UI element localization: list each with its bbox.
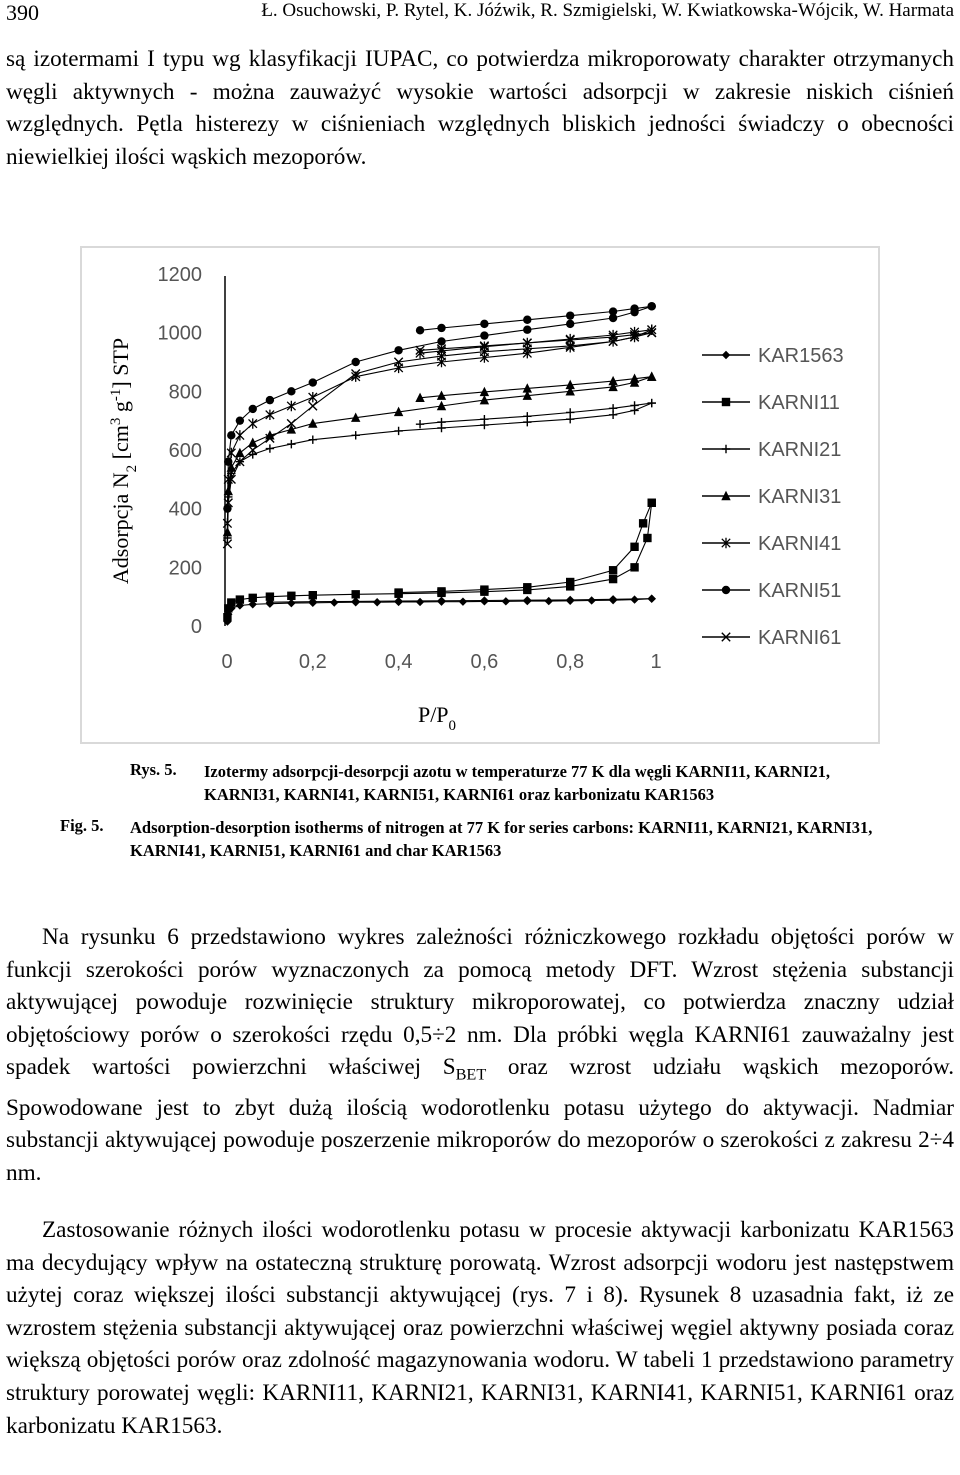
series-karni31 [223,371,657,536]
y-tick-label: 600 [168,440,202,462]
data-point [352,358,360,366]
adsorption-line [227,377,651,532]
paragraph-conclusion: Zastosowanie różnych ilości wodorotlenku potasu w procesie aktywacji karbonizatu KAR1563 ma decydujący wpływ na ostateczną strukturę porowatą. Wzrost adsorpcji wodoru jest następstwem użytej coraz większej ilości substancji aktywującej (rys. 7 i 8). Rysunek 8 uzasadnia fakt, iż ze wzrostem stężenia substancji aktywującej oraz powierzchni właściwej węgiel aktywny posiada coraz większą objętości porów oraz zdolność magazynowania wodoru. W tabeli 1 przedstawiono parametry struktury porowatej węgli: KARNI11, KARNI21, KARNI31, KARNI41, KARNI51, KARNI61 oraz karbonizatu KAR1563. [6,1217,954,1439]
series-karni61 [223,328,656,548]
series-layer [223,302,657,626]
data-point [639,519,647,527]
data-point [609,566,617,574]
running-header [6,0,954,30]
data-point [330,598,338,606]
x-tick-label: 0 [221,651,233,673]
data-point [227,431,235,439]
data-point [545,597,553,605]
legend-marker [722,586,730,594]
data-point [630,595,638,603]
x-tick-label: 0,8 [556,651,585,673]
data-point [394,427,402,435]
paragraph-intro: są izotermami I typu wg klasyfikacji IUPAC, co potwierdza mikroporowaty charakter otrzymanych węgli aktywnych - można zauważyć wysokie wartości adsorpcji w zakresie niskich ciśnień względnych. Pętla histerezy w ciśnieniach względnych bliskich jedności świadczy o obecności niewielkiej ilości wąskich mezoporów. [6,46,954,170]
legend-marker [722,445,730,453]
data-point [266,410,274,420]
data-point [249,418,257,428]
x-axis-title: $P/P_0$ [417,702,457,734]
data-point [249,405,257,413]
data-point [416,598,424,606]
data-point [566,311,574,319]
y-tick-label: 0 [190,616,202,638]
data-point [394,346,402,354]
data-point [609,575,617,583]
data-point [394,588,402,596]
data-point [630,304,638,312]
data-point [566,408,574,416]
x-tick-label: 0,4 [384,651,413,673]
data-point [224,458,232,466]
data-point [416,420,424,428]
data-point [480,585,488,593]
y-tick-label: 1200 [157,264,202,286]
paragraph-dft-part1: Na rysunku 6 przedstawiono wykres zależności różniczkowego rozkładu objętości porów w funkcji szerokości porów wyznaczonych za pomocą metody DFT. Wzrost stężenia substancji aktywującej powoduje rozwinięcie struktury mikroporowatej, co potwierdza znaczny udział objętościowy porów o szerokości rzędu 0,5÷2 nm. Dla próbki węgla KARNI61 zauważalny jest spadek wartości powierzchni właściwej S [6,924,954,1081]
data-point [566,320,574,328]
data-point [223,613,231,621]
data-point [287,387,295,395]
data-point [502,597,510,605]
data-point [523,326,531,334]
legend [702,345,844,649]
data-point [309,591,317,599]
data-point [309,378,317,386]
paragraph-dft-part2: oraz wzrost udziału wąskich mezoporów. Spowodowane jest to zbyt dużą ilością wodorotlenku potasu użytego do aktywacji. Nadmiar substancji aktywującej powoduje poszerzenie mikroporów do mezoporów o szerokości z zakresu 2÷4 nm. [6,1054,955,1186]
legend-item-kar1563 [702,345,844,367]
data-point [249,594,257,602]
data-point [309,402,317,410]
data-point [648,399,656,407]
data-point [523,316,531,324]
legend-item-karni31 [702,486,841,508]
data-point [648,302,656,310]
caption-pl-text: Izotermy adsorpcji-desorpcji azotu w temperaturze 77 K dla węgli KARNI11, KARNI21, KARNI31, KARNI41, KARNI51, KARNI61 oraz karbonizatu KAR1563 [204,762,830,804]
data-point [437,597,445,605]
data-point [236,416,244,424]
caption-en-text: Adsorption-desorption isotherms of nitrogen at 77 K for series carbons: KARNI11, KARNI21, KARNI31, KARNI41, KARNI51, KARNI61 and char KAR1563 [130,818,873,860]
data-point [287,592,295,600]
y-axis-title: Adsorpcja $N_2$ [$cm^3$ $g^{-1}$] STP [108,337,140,585]
data-point [236,430,244,440]
x-tick-label: 0,2 [298,651,327,673]
data-point [309,436,317,444]
author-list: Ł. Osuchowski, P. Rytel, K. Jóźwik, R. Szmigielski, W. Kwiatkowska-Wójcik, W. Harmata [261,0,954,21]
legend-item-karni21 [702,439,841,461]
x-tick-labels [221,651,661,673]
legend-label: KARNI51 [758,580,842,602]
data-point [630,543,638,551]
data-point [416,326,424,334]
data-point [647,371,656,380]
data-point [266,444,274,452]
data-point [266,592,274,600]
data-point [266,396,274,404]
data-point [630,401,638,409]
data-point [480,596,488,604]
y-tick-label: 400 [168,498,202,521]
legend-item-karni61 [702,627,841,649]
isotherm-chart [80,246,880,744]
data-point [287,599,295,607]
data-point [287,401,295,411]
legend-marker [722,351,730,359]
data-point [249,450,257,458]
data-point [287,440,295,448]
data-point [236,595,244,603]
data-point [227,598,235,606]
data-point [480,331,488,339]
data-point [459,597,467,605]
data-point [437,587,445,595]
data-point [643,534,651,542]
x-tick-label: 0,6 [470,651,499,673]
data-point [566,578,574,586]
data-point [352,431,360,439]
caption-en-label: Fig. 5. [60,816,104,835]
data-point [609,307,617,315]
data-point [523,596,531,604]
legend-label: KARNI11 [758,392,840,414]
data-point [248,437,257,446]
sbet-subscript: BET [455,1066,487,1085]
data-point [235,448,244,457]
legend-label: KARNI41 [758,533,842,555]
legend-label: KARNI61 [758,627,842,649]
legend-item-karni41 [702,533,841,555]
legend-item-karni51 [702,580,841,602]
data-point [523,583,531,591]
data-point [437,337,445,345]
legend-marker [722,398,730,406]
x-tick-label: 1 [650,651,662,673]
data-point [609,404,617,412]
y-tick-label: 1000 [157,322,202,345]
data-point [648,499,656,507]
data-point [480,415,488,423]
data-point [630,563,638,571]
legend-label: KAR1563 [758,345,844,367]
data-point [352,590,360,598]
data-point [566,596,574,604]
y-tick-label: 800 [168,381,202,404]
data-point [309,392,317,402]
data-point [437,324,445,332]
data-point [609,595,617,603]
data-point [480,320,488,328]
caption-pl-label: Rys. 5. [130,760,177,779]
legend-label: KARNI21 [758,439,842,461]
data-point [373,598,381,606]
paragraph-dft [6,921,954,1189]
page-number: 390 [6,0,39,25]
data-point [394,597,402,605]
y-tick-label: 200 [168,557,202,580]
data-point [523,412,531,420]
data-point [587,596,595,604]
y-tick-labels [158,264,203,638]
data-point [437,418,445,426]
legend-label: KARNI31 [758,486,842,508]
legend-item-karni11 [702,392,840,414]
data-point [648,595,656,603]
